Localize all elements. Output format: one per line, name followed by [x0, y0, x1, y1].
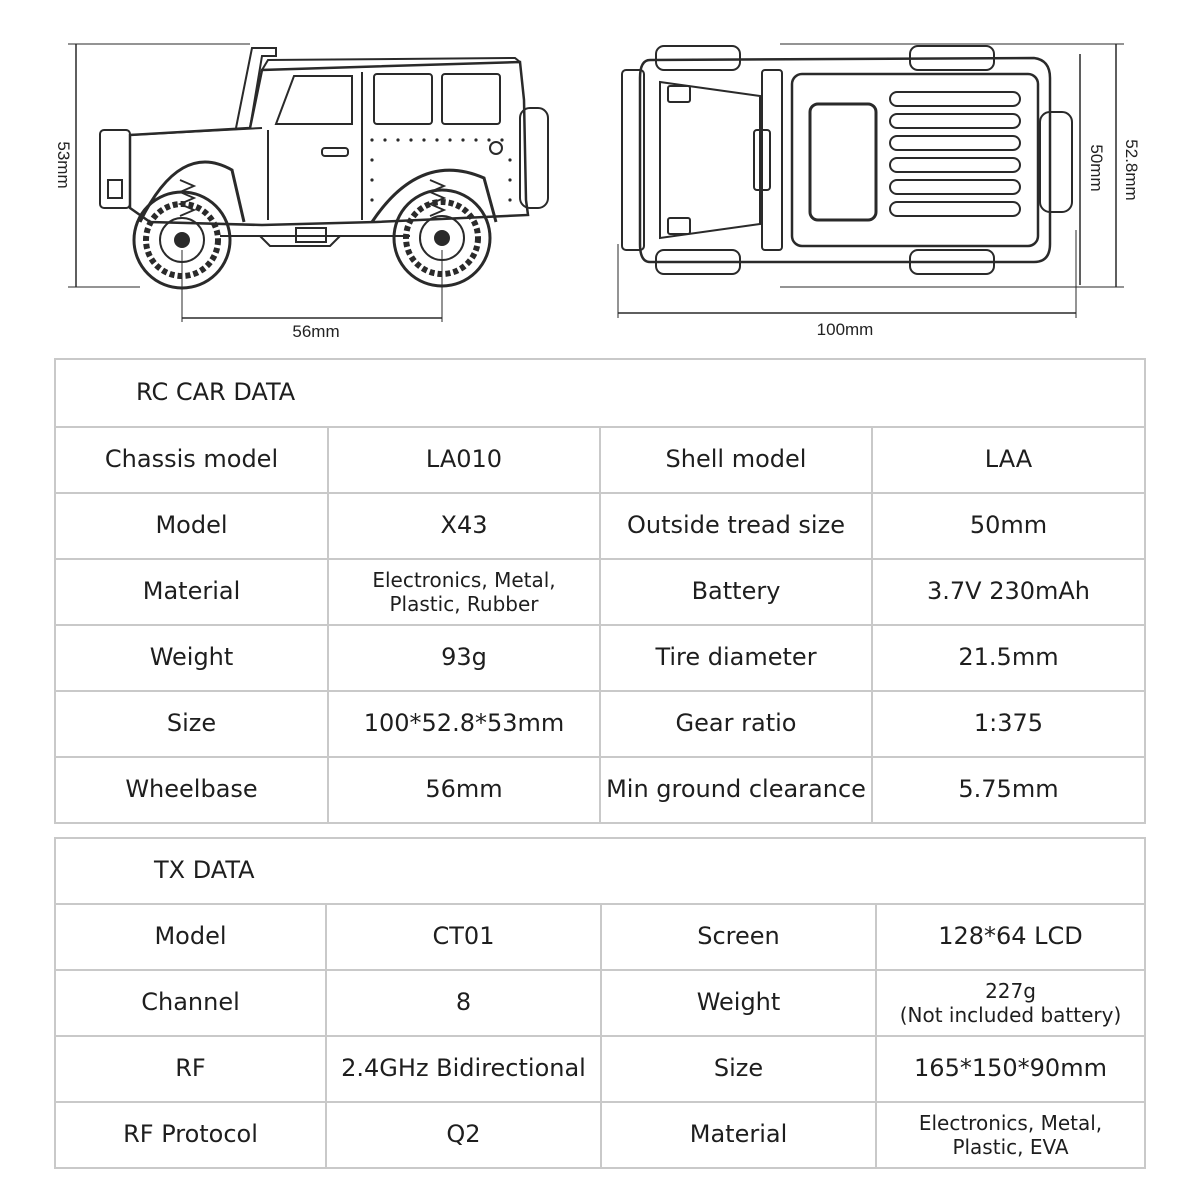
- height-dimension-label: 53mm: [54, 141, 73, 189]
- table-row: [55, 691, 1145, 757]
- cell-text-line: 227g: [985, 979, 1036, 1003]
- table-row: [55, 625, 1145, 691]
- side-view-drawing: [68, 44, 548, 322]
- spec-label: Gear ratio: [600, 691, 872, 757]
- table-row: [55, 970, 1145, 1036]
- spec-label: Shell model: [600, 427, 872, 493]
- table-header-row: [55, 359, 1145, 427]
- spec-label: Screen: [601, 904, 876, 970]
- spec-label: Tire diameter: [600, 625, 872, 691]
- table-row: [55, 493, 1145, 559]
- spec-label: Model: [55, 493, 328, 559]
- cell-text-line: (Not included battery): [899, 1003, 1122, 1027]
- spec-value: 165*150*90mm: [876, 1036, 1145, 1102]
- spec-label: Material: [601, 1102, 876, 1168]
- table-row: [55, 559, 1145, 625]
- spec-label: Channel: [55, 970, 326, 1036]
- spec-value: CT01: [326, 904, 601, 970]
- spec-label: Wheelbase: [55, 757, 328, 823]
- table-row: [55, 757, 1145, 823]
- spec-value: 100*52.8*53mm: [328, 691, 600, 757]
- spec-value: LAA: [872, 427, 1145, 493]
- spec-label: Battery: [600, 559, 872, 625]
- spec-label: Outside tread size: [600, 493, 872, 559]
- spec-label: RF Protocol: [55, 1102, 326, 1168]
- spec-value: 93g: [328, 625, 600, 691]
- spec-value: 50mm: [872, 493, 1145, 559]
- table-row: [55, 1036, 1145, 1102]
- spec-label: RF: [55, 1036, 326, 1102]
- spec-value: 3.7V 230mAh: [872, 559, 1145, 625]
- spec-value: 2.4GHz Bidirectional: [326, 1036, 601, 1102]
- table-header-row: [55, 838, 1145, 904]
- spec-value: 1:375: [872, 691, 1145, 757]
- inner-width-dimension-label: 50mm: [1087, 144, 1106, 192]
- spec-label: Weight: [601, 970, 876, 1036]
- spec-value-multiline: [328, 559, 600, 625]
- cell-text-line: Electronics, Metal,: [918, 1111, 1103, 1135]
- spec-label: Chassis model: [55, 427, 328, 493]
- tx-data-table: [54, 837, 1146, 1169]
- spec-value: X43: [328, 493, 600, 559]
- outer-width-dimension-label: 52.8mm: [1122, 139, 1141, 201]
- length-dimension-label: 100mm: [816, 320, 874, 339]
- cell-text-line: Plastic, Rubber: [389, 592, 539, 616]
- vehicle-dimension-drawings: [0, 0, 1200, 350]
- tx-table-title: TX DATA: [55, 838, 1145, 904]
- spec-value: 56mm: [328, 757, 600, 823]
- spec-value: 128*64 LCD: [876, 904, 1145, 970]
- spec-label: Model: [55, 904, 326, 970]
- spec-value: 5.75mm: [872, 757, 1145, 823]
- spec-label: Size: [55, 691, 328, 757]
- table-row: [55, 1102, 1145, 1168]
- cell-text-line: Electronics, Metal,: [372, 568, 556, 592]
- wheelbase-dimension-label: 56mm: [292, 322, 340, 341]
- top-view-drawing: [618, 44, 1124, 318]
- rc-table-title: RC CAR DATA: [55, 359, 1145, 427]
- spec-label: Size: [601, 1036, 876, 1102]
- spec-value-multiline: [876, 970, 1145, 1036]
- rc-car-data-table: [54, 358, 1146, 824]
- spec-value: Q2: [326, 1102, 601, 1168]
- spec-value-multiline: [876, 1102, 1145, 1168]
- table-row: [55, 904, 1145, 970]
- spec-label: Material: [55, 559, 328, 625]
- spec-value: LA010: [328, 427, 600, 493]
- spec-value: 21.5mm: [872, 625, 1145, 691]
- spec-label: Min ground clearance: [600, 757, 872, 823]
- cell-text-line: Plastic, EVA: [952, 1135, 1069, 1159]
- spec-value: 8: [326, 970, 601, 1036]
- spec-label: Weight: [55, 625, 328, 691]
- table-row: [55, 427, 1145, 493]
